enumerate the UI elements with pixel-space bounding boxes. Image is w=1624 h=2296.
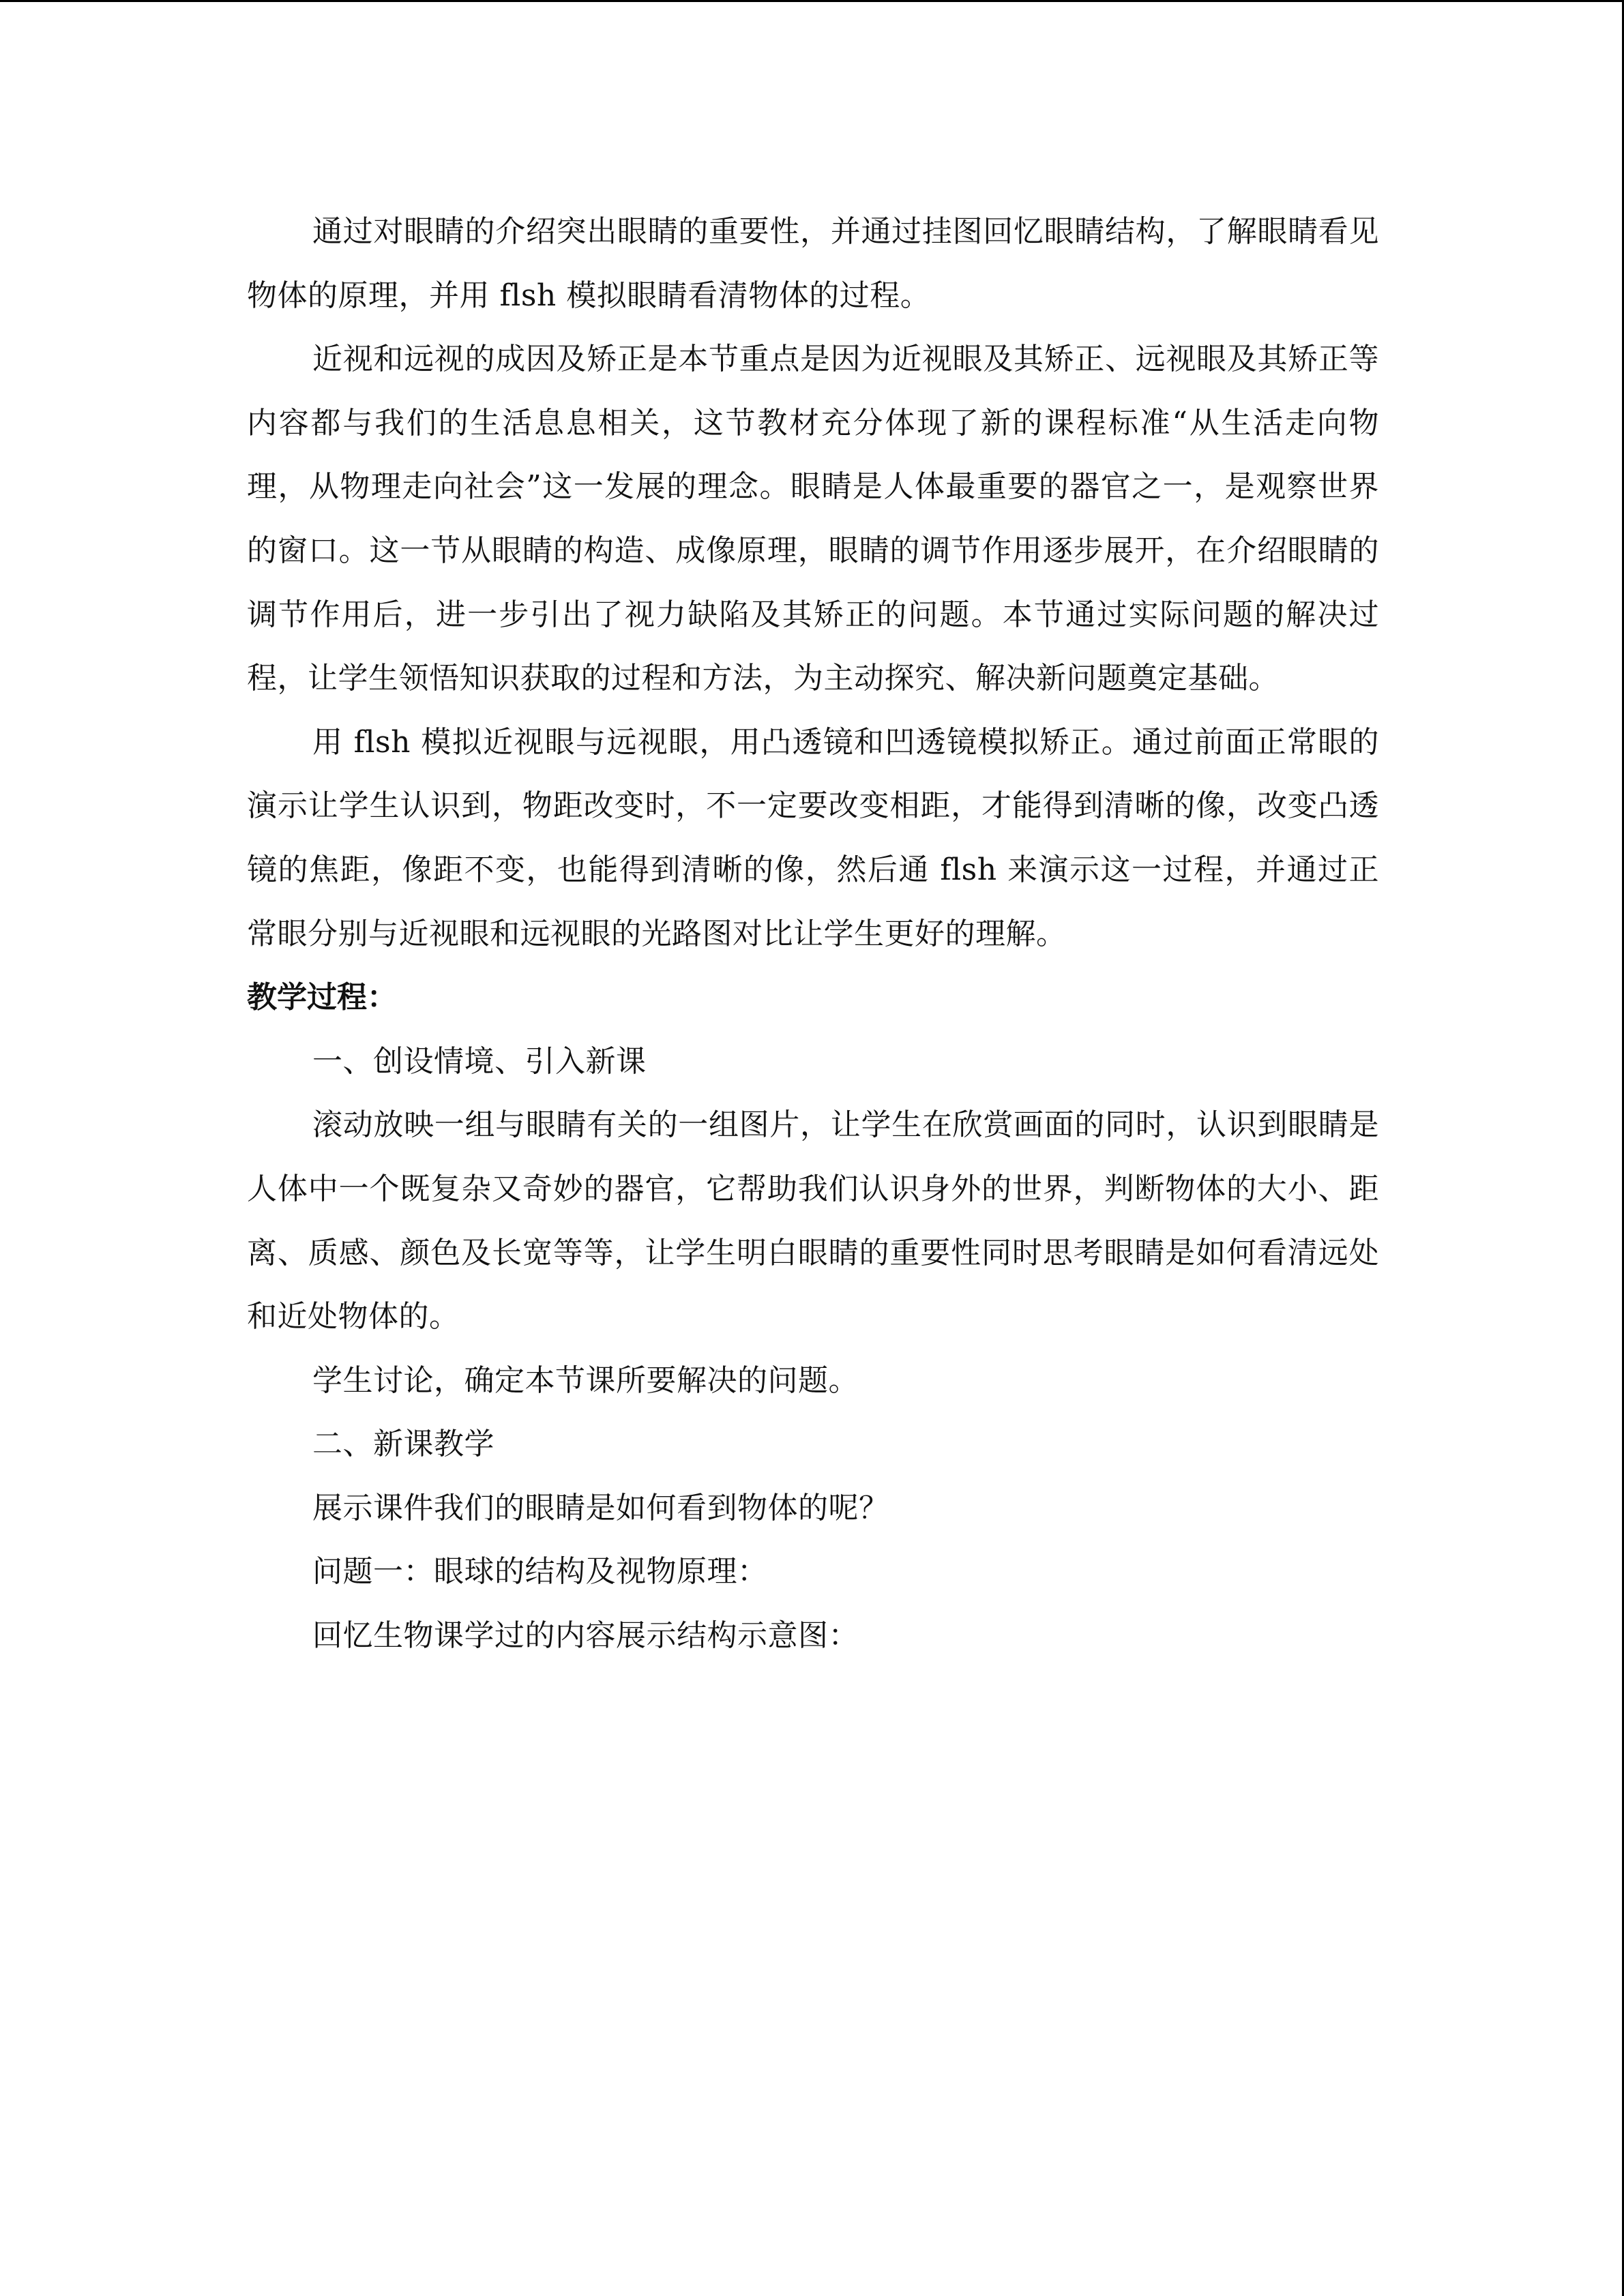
paragraph-question-one: 问题一：眼球的结构及视物原理：	[312, 1554, 768, 1590]
paragraph-step-two-heading: 二、新课教学	[312, 1427, 494, 1462]
paragraph-key-points: 近视和远视的成因及矫正是本节重点是因为近视眼及其矫正、远视眼及其矫正等内容都与我们的生活息息相关，这节教材充分体现了新的课程标准“从生活走向物理，从物理走向社会”这一发展的理念。眼睛是人体最重要的器官之一，是观察世界的窗口。这一节从眼睛的构造、成像原理，眼睛的调节作用逐步展开，在介绍眼睛的调节作用后，进一步引出了视力缺陷及其矫正的问题。本节通过实际问题的解决过程，让学生领悟知识获取的过程和方法，为主动探究、解决新问题奠定基础。	[247, 342, 1379, 696]
paragraph-recall-biology: 回忆生物课学过的内容展示结构示意图：	[312, 1618, 859, 1654]
section-heading: 教学过程：	[247, 980, 397, 1015]
paragraph-eye-intro: 通过对眼睛的介绍突出眼睛的重要性，并通过挂图回忆眼睛结构，了解眼睛看见物体的原理，并用 flsh 模拟眼睛看清物体的过程。	[247, 214, 1379, 313]
paragraph-courseware: 展示课件我们的眼睛是如何看到物体的呢？	[312, 1490, 889, 1525]
paragraph-flash-simulation: 用 flsh 模拟近视眼与远视眼，用凸透镜和凹透镜模拟矫正。通过前面正常眼的演示让学生认识到，物距改变时，不一定要改变相距，才能得到清晰的像，改变凸透镜的焦距，像距不变，也能得到清晰的像，然后通 flsh 来演示这一过程，并通过正常眼分别与近视眼和远视眼的光路图对比让学生更好的理解。	[247, 724, 1379, 951]
paragraph-discussion: 学生讨论，确定本节课所要解决的问题。	[312, 1362, 859, 1398]
document-body	[247, 200, 1379, 1668]
paragraph-step-one-heading: 一、创设情境、引入新课	[312, 1043, 647, 1079]
paragraph-slideshow: 滚动放映一组与眼睛有关的一组图片，让学生在欣赏画面的同时，认识到眼睛是人体中一个既复杂又奇妙的器官，它帮助我们认识身外的世界，判断物体的大小、距离、质感、颜色及长宽等等，让学生明白眼睛的重要性同时思考眼睛是如何看清远处和近处物体的。	[247, 1107, 1379, 1335]
